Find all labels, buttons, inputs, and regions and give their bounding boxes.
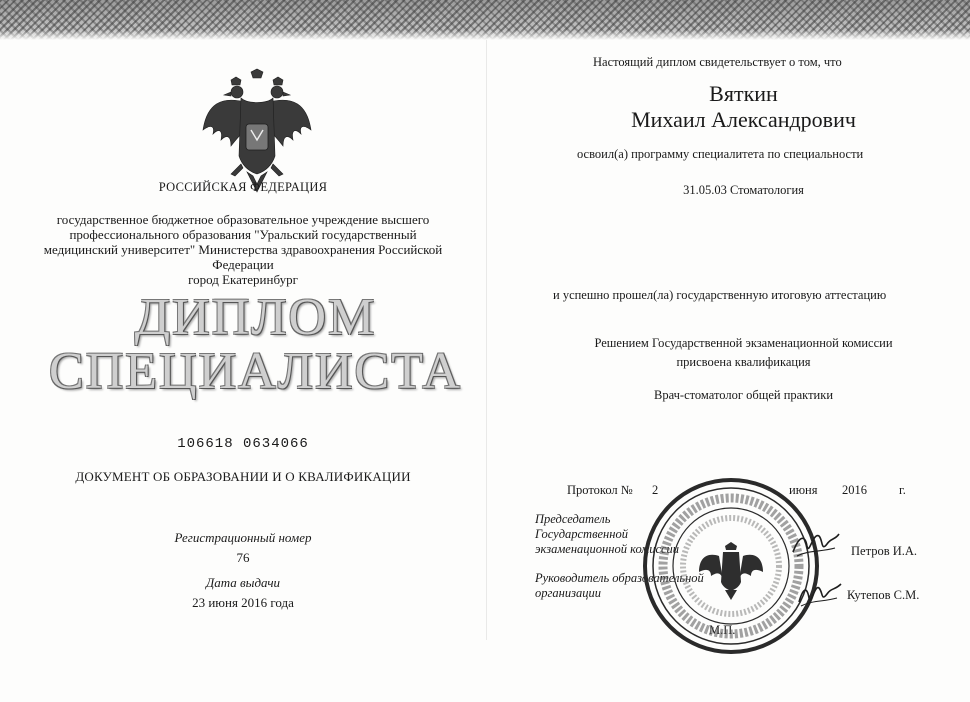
chair-name: Петров И.А. [851, 544, 918, 558]
chair-label-line-1: Председатель [535, 512, 611, 526]
given-names: Михаил Александрович [631, 107, 856, 132]
head-label-line-1: Руководитель образовательной [535, 571, 704, 585]
protocol-year-suffix: г. [899, 483, 906, 497]
institution-name [40, 212, 446, 287]
commission-decision-line-1: Решением Государственной экзаменационной комиссии [594, 336, 893, 350]
seal-place-mark: М.П. [709, 623, 736, 637]
head-name: Кутепов С.М. [847, 588, 920, 602]
city: город Екатеринбург [188, 272, 298, 287]
document-type: ДОКУМЕНТ ОБ ОБРАЗОВАНИИ И О КВАЛИФИКАЦИИ [75, 469, 411, 484]
diploma-title: ДИПЛОМ [134, 289, 377, 346]
decorative-border [0, 0, 970, 40]
institution-line-4: Федерации [212, 257, 274, 272]
diploma-subtitle: СПЕЦИАЛИСТА [49, 343, 462, 400]
protocol-month: июня [789, 483, 818, 497]
surname: Вяткин [709, 81, 778, 106]
qualification: Врач-стоматолог общей практики [653, 388, 834, 402]
registration-number: 76 [236, 550, 250, 565]
issue-date-label: Дата выдачи [205, 575, 281, 590]
issue-date: 23 июня 2016 года [192, 595, 294, 610]
institution-line-3: медицинский университет" Министерства здравоохранения Российской [43, 242, 443, 257]
chair-signature-icon [791, 526, 841, 560]
chair-label-line-3: экзаменационной комиссии [535, 542, 680, 556]
country-name: РОССИЙСКАЯ ФЕДЕРАЦИЯ [158, 180, 328, 194]
institution-line-1: государственное бюджетное образовательное учреждение высшего [56, 212, 430, 227]
commission-decision-line-2: присвоена квалификация [676, 355, 811, 369]
head-label-line-2: организации [535, 586, 601, 600]
chair-label-line-2: Государственной [535, 527, 628, 541]
serial-number: 106618 0634066 [177, 436, 309, 452]
protocol-year: 2016 [842, 483, 867, 497]
right-page [487, 40, 970, 640]
attestation-text: и успешно прошел(ла) государственную итоговую аттестацию [553, 288, 887, 302]
registration-label: Регистрационный номер [174, 530, 312, 545]
round-seal-icon [641, 476, 821, 656]
protocol-label: Протокол № [567, 483, 633, 497]
head-signature-icon [797, 580, 843, 610]
program-text: освоил(а) программу специалитета по специальности [577, 147, 864, 161]
protocol-number: 2 [652, 483, 659, 497]
certify-text: Настоящий диплом свидетельствует о том, что [593, 55, 842, 69]
institution-line-2: профессионального образования "Уральский государственный [69, 227, 417, 242]
left-page [0, 40, 486, 640]
specialty: 31.05.03 Стоматология [683, 183, 804, 197]
double-headed-eagle-icon [201, 68, 313, 198]
